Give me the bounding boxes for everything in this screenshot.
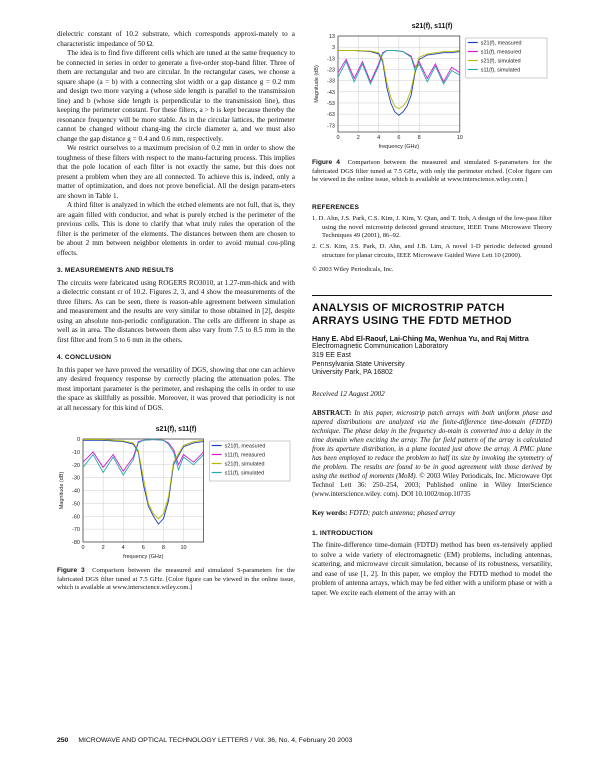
x-tick-label: 8	[161, 544, 165, 551]
y-tick-label: -63	[327, 111, 335, 118]
chart-figure-3	[57, 435, 295, 560]
paragraph: The idea is to find five different cells which are tuned at the same frequency to be connected in series in order to generate a five-order stop-band filter. Three of them are rectangular and two are circular. In the rectangular cases, we choose a square shape (a = b) with a connecting slot width or a gap distance g = 0.2 mm and design two more varying a (whose side length is parallel to the transmission line) and b (whose side length is perpendicular to the transmission line), thus keeping the perimeter constant. For these filters, a > b is kept because thereby the resonance frequency will be more stable. As in the circular lattices, the perimeter cannot be changed without chang-ing the circle diameter a, and we must also change the gap distance g = 0.4 and 0.6 mm, respectively.	[57, 49, 295, 143]
y-axis-label: Magnitude (dB)	[59, 471, 65, 509]
paragraph: We restrict ourselves to a maximum precision of 0.2 mm in order to show the toughness of these filters with respect to the manu-facturing process. This implies that the pole location of each filter is not exactly the same, but this does not present a problem when they are all connected. To achieve this is, indeed, only a matter of optimization, and does not prove beneficial. All the design param-eters are shown in Table 1.	[57, 144, 295, 200]
section-heading: 4. CONCLUSION	[57, 354, 112, 361]
paragraph: In this paper we have proved the versatility of DGS, showing that one can achieve any desired frequency response by correctly placing the attenuation poles. The most important parameter is the perimeter, and reshaping the cells in order to use the space as skillfully as possible. Moreover, it was proved that periodicity is not at all necessary for this kind of DGS.	[57, 365, 295, 412]
x-tick-label: 0	[81, 544, 85, 551]
y-tick-label: 3	[331, 44, 335, 51]
affiliation	[312, 343, 552, 377]
figure-caption	[312, 159, 552, 185]
y-tick-label: -10	[72, 449, 80, 456]
y-tick-label: -73	[327, 122, 335, 129]
keywords	[312, 509, 552, 519]
x-axis-label: frequency (GHz)	[378, 143, 420, 150]
paragraph: dielectric constant of 10.2 substrate, which corresponds approxi-mately to a characteristic impedance of 50 Ω.	[57, 30, 295, 48]
reference-item: 1. D. Ahn, J.S. Park, C.S. Kim, J. Kim, Y. Qian, and T. Itoh, A design of the low-pass filter using the novel microstrip defected ground structure, IEEE Trans Microwave Theory Techniques 49 (2001), 86–92.	[312, 215, 552, 240]
figure-3	[57, 425, 295, 593]
left-column	[57, 30, 295, 593]
y-tick-label: 0	[76, 436, 80, 443]
caption-label: Figure 3	[57, 567, 85, 574]
journal-info: MICROWAVE AND OPTICAL TECHNOLOGY LETTERS / Vol. 36, No. 4, February 20 2003	[78, 737, 353, 744]
legend-label: s11(f), measured	[224, 452, 265, 458]
x-tick-label: 10	[456, 134, 463, 141]
keywords-text: FDTD; patch antenna; phased array	[349, 509, 456, 518]
received-date: Received 12 August 2002	[312, 389, 385, 398]
y-tick-label: -30	[72, 475, 80, 482]
chart-title: s21(f), s11(f)	[155, 426, 197, 433]
legend-label: s21(f), simulated	[224, 461, 265, 467]
page-number: 250	[57, 737, 69, 744]
x-tick-label: 2	[356, 134, 360, 141]
abstract	[312, 409, 552, 499]
affiliation-line: Pennsylvania State University	[312, 360, 405, 368]
copyright: © 2003 Wiley Periodicals, Inc.	[312, 266, 394, 274]
x-tick-label: 10	[180, 544, 187, 551]
legend-label: s11(f), simulated	[480, 67, 521, 73]
paragraph: The finite-difference time-domain (FDTD) method has been ex-tensively applied to solve a wide variety of electromagnetic (EM) problems, including antennas, scattering, and microwave circuit simulation, because of its robustness, versatility, and ease of use [1, 2]. In this paper, we employ the FDTD method to model the problem of antenna arrays, which may be fed either with a uniform phase or with a taper. We excite each element of the array with an	[312, 541, 552, 597]
x-tick-label: 0	[336, 134, 340, 141]
y-tick-label: -50	[72, 500, 80, 507]
y-tick-label: -60	[72, 513, 80, 520]
section-heading: 3. MEASUREMENTS AND RESULTS	[57, 267, 174, 274]
y-tick-label: -80	[72, 539, 80, 546]
x-tick-label: 6	[397, 134, 401, 141]
abstract-text: In this paper, microstrip patch arrays with both uniform phase and tapered distributions are analyzed via the finite-difference time-domain (FDTD) technique. The phase delay in the frequency do-main is converted into a delay in the time domain when exciting the array. The far field pattern of the array is calculated from its aperture distribution, in a plane located just above the array. A PMC plane has been employed to reduce the problem to half its size by invoking the symmetry of the problem. The results are found to be in good agreement with those derived by using the method of moments (MoM).	[312, 410, 552, 481]
page-footer	[57, 736, 552, 746]
abstract-tail: © 2003 Wiley Periodicals, Inc. Microwave Opt Technol Lett 36: 250–254, 2003; Published online in Wiley InterScience (www.interscience.wiley. com). DOI 10.1002/mop.10735	[312, 473, 552, 499]
y-tick-label: -33	[327, 78, 335, 85]
legend-label: s11(f), simulated	[224, 470, 265, 476]
chart-figure-4	[312, 32, 552, 150]
reference-list	[312, 215, 552, 260]
legend-label: s21(f), measured	[480, 40, 522, 46]
x-tick-label: 6	[141, 544, 145, 551]
legend-label: s21(f), measured	[224, 443, 266, 449]
y-tick-label: -13	[327, 55, 335, 62]
y-tick-label: -40	[72, 488, 80, 494]
caption-text: Comparison between the measured and simulated S-parameters for the fabricated DGS filter tuned at 7.5 GHz. [Color figure can be viewed in the online issue, which is available at www.interscience.wiley.com.]	[57, 567, 296, 592]
paragraph: The circuits were fabricated using ROGERS RO3010, at 1.27-mm-thick and with a dielectric constant εr of 10.2. Figures 2, 3, and 4 show the measurements of the three filters. As can be seen, there is reason-able agreement between simulation and measurement and the results are very similar to those obtained in [2], despite using an absolute non-periodic configuration. The cells are different in shape as well as in area. The distances between them also vary from 7.5 to 8.5 mm in the first filter and from 5 to 6 mm in the others.	[57, 278, 295, 344]
right-column	[312, 22, 552, 598]
keywords-label: Key words:	[312, 509, 348, 518]
article-title: ANALYSIS OF MICROSTRIP PATCH ARRAYS USING THE FDTD METHOD	[312, 301, 512, 327]
y-tick-label: -53	[327, 100, 335, 107]
legend-label: s11(f), measured	[480, 49, 522, 55]
x-tick-label: 8	[417, 134, 421, 141]
y-tick-label: 13	[328, 33, 335, 40]
affiliation-line: University Park, PA 16802	[312, 369, 393, 377]
references-heading: REFERENCES	[312, 203, 360, 211]
divider	[312, 295, 552, 296]
y-axis-label: Magnitude (dB)	[314, 64, 320, 103]
section-heading: 1. INTRODUCTION	[312, 529, 373, 537]
figure-4	[312, 22, 552, 185]
x-tick-label: 2	[101, 544, 105, 551]
chart-title: s21(f), s11(f)	[411, 23, 453, 30]
paragraph: A third filter is analyzed in which the etched elements are not full, that is, they are again filled with conductor, and what is purely etched is the perimeter of the previous cells. This is done to clarify that what truly rules the operation of the filter is the perimeter of the elements. The distances between them are chosen to be about 2 mm between neighbor elements in order to avoid mutual cou-pling effects.	[57, 201, 295, 257]
article-authors: Hany E. Abd El-Raouf, Lai-Ching Ma, Wenhua Yu, and Raj Mittra	[312, 333, 529, 343]
y-tick-label: -23	[327, 66, 335, 73]
y-tick-label: -20	[72, 462, 80, 469]
abstract-label: ABSTRACT:	[312, 410, 352, 418]
x-tick-label: 4	[377, 134, 381, 141]
x-tick-label: 4	[121, 544, 125, 551]
reference-item: 2. C.S. Kim, J.S. Park, D. Ahn, and J.B. Lim, A novel 1-D periodic defected ground structure for planar circuits, IEEE Microwave Guided Wave Lett 10 (2000).	[312, 243, 552, 259]
affiliation-line: 319 EE East	[312, 351, 351, 359]
affiliation-line: Electromagnetic Communication Laboratory	[312, 343, 449, 351]
x-axis-label: frequency (GHz)	[123, 553, 164, 560]
figure-caption	[57, 567, 295, 593]
caption-label: Figure 4	[312, 159, 340, 166]
legend-label: s21(f), simulated	[480, 58, 521, 64]
y-tick-label: -70	[72, 526, 80, 533]
y-tick-label: -43	[327, 89, 335, 96]
caption-text: Comparison between the measured and simulated S-parameters for the fabricated DGS filter tuned at 7.5 GHz, with only the perimeter etched. [Color figure can be viewed in the online issue, which is available at www.interscience.wiley.com.]	[312, 159, 552, 184]
